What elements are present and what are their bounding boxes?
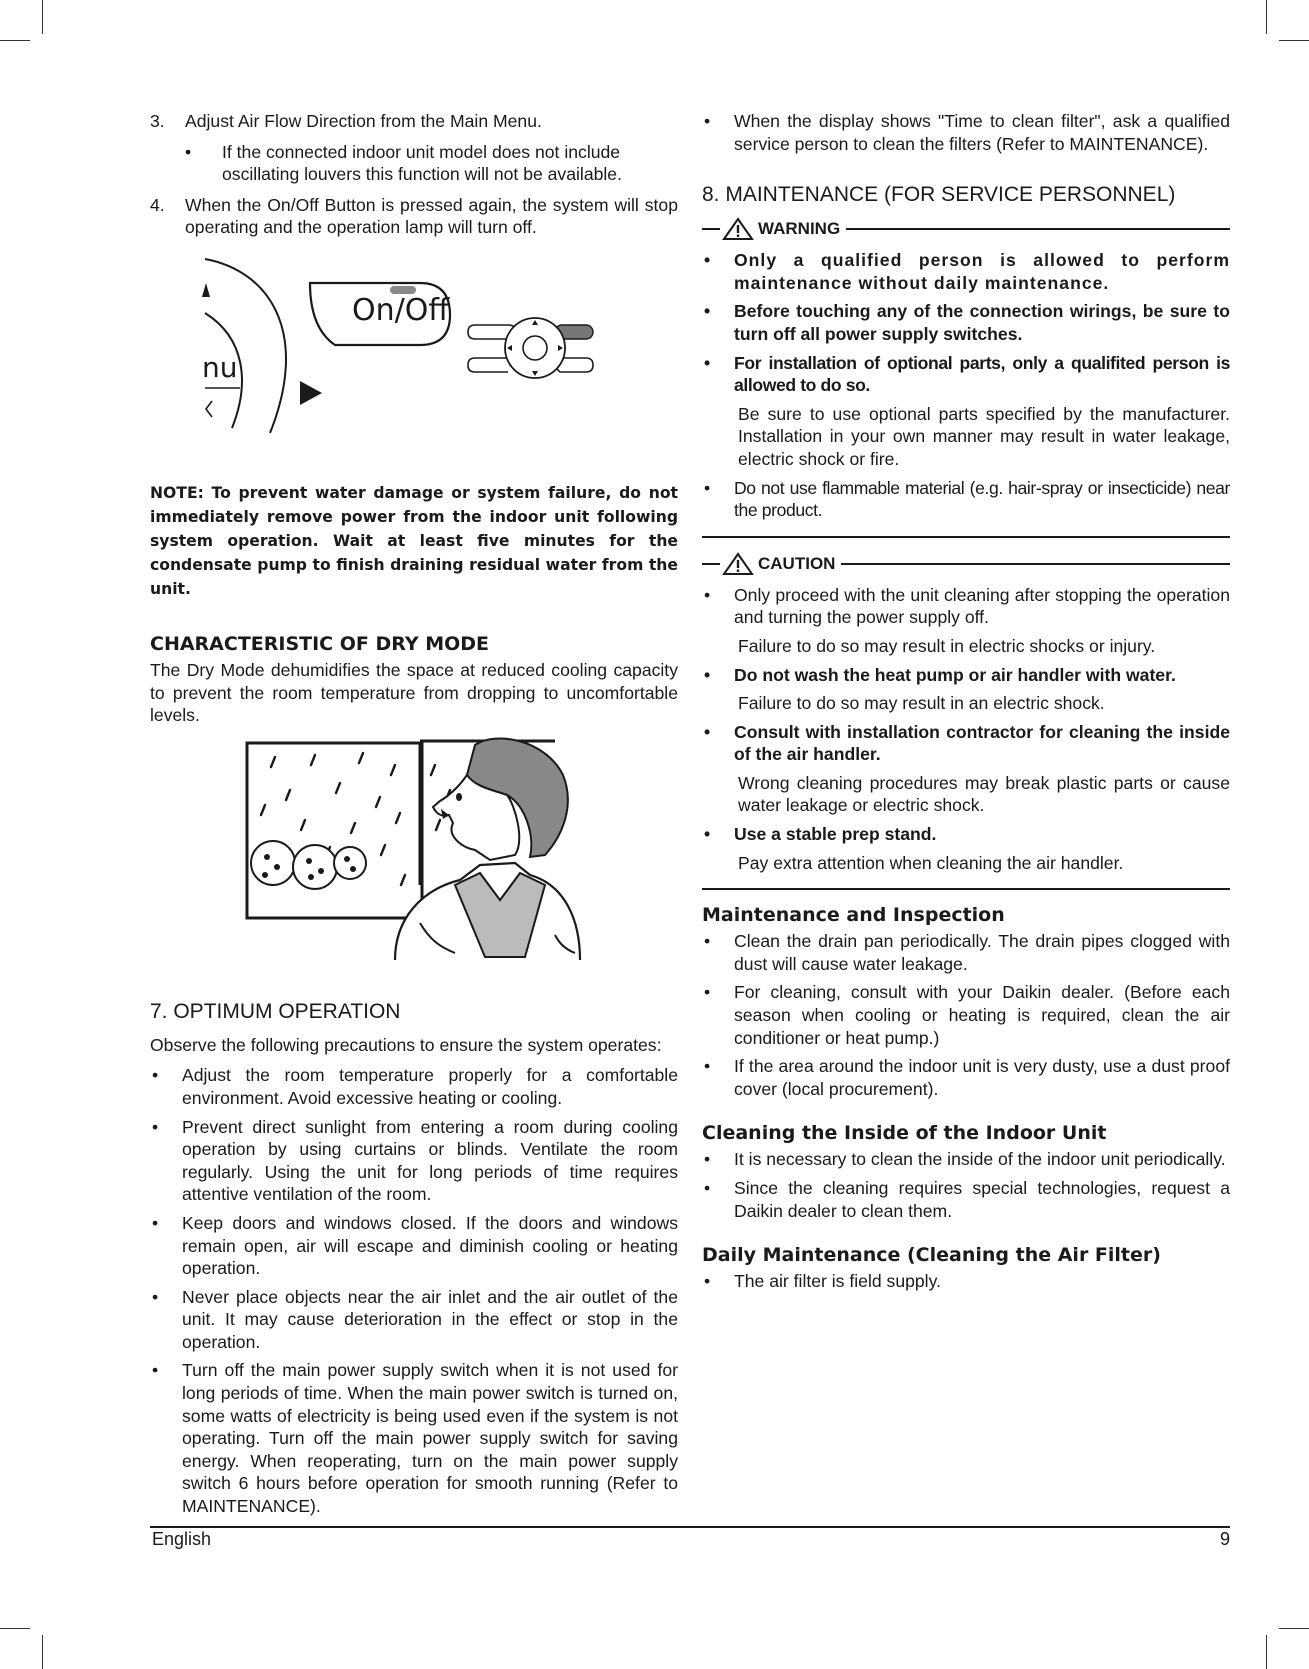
list-item: • Clean the drain pan periodically. The drain pipes clogged with dust will cause water leakage. xyxy=(702,930,1230,975)
caution-item: • Do not wash the heat pump or air handler with water. xyxy=(702,664,1230,687)
list-item: • Prevent direct sunlight from entering a room during cooling operation by using curtains or blinds. Ventilate the room regularly. Using the unit for long periods of time requires attentive ventilation of the room. xyxy=(150,1116,678,1206)
warning-detail: Be sure to use optional parts specified by the manufacturer. Installation in your own manner may result in water leakage, electric shock or fire. xyxy=(738,403,1230,469)
dry-mode-illustration xyxy=(245,735,585,960)
list-item: • For cleaning, consult with your Daikin dealer. (Before each season when cooling or heating is required, clean the air conditioner or heat pump.) xyxy=(702,981,1230,1049)
caution-detail: Wrong cleaning procedures may break plastic parts or cause water leakage or electric shock. xyxy=(738,772,1230,816)
optimum-operation-intro: Observe the following precautions to ensure the system operates: xyxy=(150,1034,662,1055)
list-item: • Keep doors and windows closed. If the doors and windows remain open, air will escape and diminish cooling or heating operation. xyxy=(150,1212,678,1280)
crop-mark xyxy=(1266,1635,1267,1669)
maintenance-heading: 8. MAINTENANCE (FOR SERVICE PERSONNEL) xyxy=(702,183,1176,207)
daily-maintenance-heading: Daily Maintenance (Cleaning the Air Filter) xyxy=(702,1244,1161,1267)
caution-item: • Only proceed with the unit cleaning after stopping the operation and turning the power supply off. xyxy=(702,584,1230,629)
list-item: • Turn off the main power supply switch when it is not used for long periods of time. When the main power switch is turned on, some watts of electricity is being used even if the system is not operating. Turn off the main power supply switch for saving energy. When reoperating, turn on the main power supply switch 6 hours before operation for smooth running (Refer to MAINTENANCE). xyxy=(150,1359,678,1517)
cleaning-inside-heading: Cleaning the Inside of the Indoor Unit xyxy=(702,1122,1107,1145)
list-item: • Never place objects near the air inlet and the air outlet of the unit. It may cause deterioration in the effect or stop in the operation. xyxy=(150,1286,678,1354)
list-item: • Since the cleaning requires special technologies, request a Daikin dealer to clean them. xyxy=(702,1177,1230,1222)
step-4 xyxy=(150,194,678,239)
step-number: 3. xyxy=(150,111,165,131)
filter-notice: • When the display shows "Time to clean filter", ask a qualified service person to clean the filters (Refer to MAINTENANCE). xyxy=(702,110,1230,155)
warning-label: WARNING xyxy=(758,219,841,239)
list-item: • The air filter is field supply. xyxy=(702,1270,1230,1293)
dry-mode-text: The Dry Mode dehumidifies the space at reduced cooling capacity to prevent the room temperature from dropping to uncomfortable levels. xyxy=(150,659,678,726)
caution-header xyxy=(702,552,1230,576)
dry-mode-heading: CHARACTERISTIC OF DRY MODE xyxy=(150,632,490,655)
person-at-window-drawing xyxy=(245,735,585,960)
inspection-heading: Maintenance and Inspection xyxy=(702,904,1005,927)
list-item: • It is necessary to clean the inside of the indoor unit periodically. xyxy=(702,1148,1230,1171)
step-text: Adjust Air Flow Direction from the Main Menu. xyxy=(185,111,542,131)
caution-label: CAUTION xyxy=(758,553,836,573)
crop-mark xyxy=(42,0,43,34)
crop-mark xyxy=(0,1628,30,1629)
left-column xyxy=(150,110,678,1524)
warning-item: • Before touching any of the connection wirings, be sure to turn off all power supply switches. xyxy=(702,300,1230,345)
list-item: • If the area around the indoor unit is very dusty, use a dust proof cover (local procurement). xyxy=(702,1055,1230,1100)
step-number: 4. xyxy=(150,194,165,215)
step-text: When the On/Off Button is pressed again, the system will stop operating and the operation lamp will turn off. xyxy=(185,194,678,238)
page-number: 9 xyxy=(1219,1529,1230,1549)
menu-button-label: nu xyxy=(202,350,238,384)
caution-detail: Failure to do so may result in electric shocks or injury. xyxy=(738,635,1156,656)
controller-illustration xyxy=(150,253,678,453)
footer-rule xyxy=(150,1526,1230,1528)
crop-mark xyxy=(1279,1628,1309,1629)
crop-mark xyxy=(42,1635,43,1669)
note-text: NOTE: To prevent water damage or system failure, do not immediately remove power from the indoor unit following system operation. Wait at least five minutes for the condensate pump to finish draining residual water from the unit. xyxy=(150,483,678,598)
step-3 xyxy=(150,110,678,133)
list-item: • Adjust the room temperature properly for a comfortable environment. Avoid excessive heating or cooling. xyxy=(150,1064,678,1109)
crop-mark xyxy=(0,40,30,41)
divider xyxy=(702,536,1230,538)
optimum-operation-heading: 7. OPTIMUM OPERATION xyxy=(150,999,401,1023)
caution-item: • Use a stable prep stand. xyxy=(702,823,1230,846)
crop-mark xyxy=(1266,0,1267,34)
warning-item: • Do not use flammable material (e.g. hair-spray or insecticide) near the product. xyxy=(702,477,1230,522)
footer-language: English xyxy=(152,1529,212,1549)
caution-icon xyxy=(722,552,754,576)
caution-detail: Pay extra attention when cleaning the air handler. xyxy=(738,852,1124,873)
warning-item: • Only a qualified person is allowed to perform maintenance without daily maintenance. xyxy=(702,249,1230,294)
crop-mark xyxy=(1279,40,1309,41)
warning-item: • For installation of optional parts, only a qualifited person is allowed to do so. xyxy=(702,352,1230,397)
onoff-button-label: On/Off xyxy=(352,292,450,328)
right-column xyxy=(702,110,1230,1299)
caution-detail: Failure to do so may result in an electric shock. xyxy=(738,693,1105,714)
warning-icon xyxy=(722,217,754,241)
divider xyxy=(702,888,1230,890)
step-3-bullet: • If the connected indoor unit model does not include oscillating louvers this function will not be available. xyxy=(185,141,678,186)
warning-header xyxy=(702,217,1230,241)
caution-item: • Consult with installation contractor for cleaning the inside of the air handler. xyxy=(702,721,1230,766)
